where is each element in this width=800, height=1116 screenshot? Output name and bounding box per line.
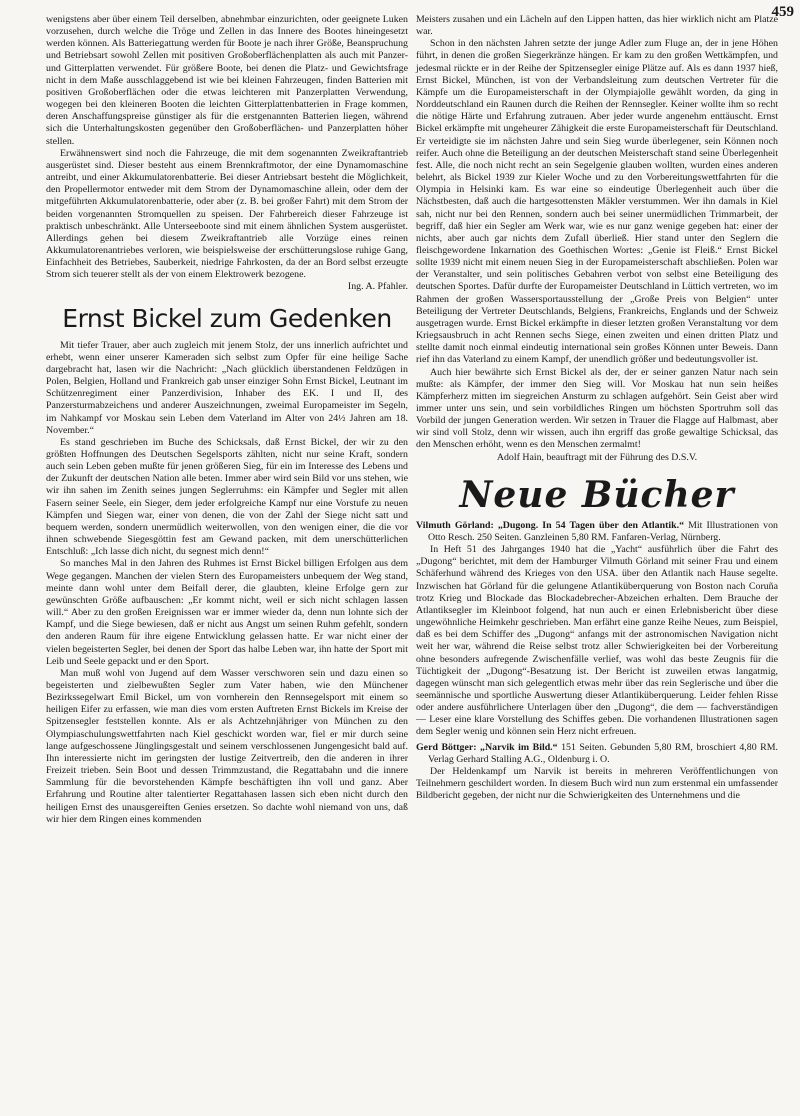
book-title: Gerd Böttger: „Narvik im Bild.“ — [416, 741, 558, 753]
book-title: Vilmuth Görland: „Dugong. In 54 Tagen über den Atlantik.“ — [416, 519, 685, 531]
book-review: In Heft 51 des Jahrganges 1940 hat die „Yacht“ ausführlich über die Fahrt des „Dugong“ berichtet, mit dem der Hamburger Vilmuth Görland mit seiner Frau und einem Schäferhund während des Krieges von den USA. über den Atlantik nach Hause segelte. Inzwischen hat Görland für die gelungene Atlantiküberquerung von Boston nach Coruña trotz Krieg und Blockade das Blockadebrecher-Abzeichen erhalten. Dem Brauche der Atlantiksegler im Kleinboot folgend, hat nun auch er einen Erlebnisbericht über diese ungewöhnliche Heimkehr geschrieben. Man erfährt eine ganze Reihe Neues, zum Beispiel, daß es bei dem Schiffer des „Dugong“ anfangs mit der astronomischen Navigation nicht weit her war, während die Reise selbst trotz aller Schwierigkeiten bei der Vorbereitung ohne besonders aufregende Zwischenfälle verlief, was wohl das beste Zeugnis für die Tüchtigkeit der „Dugong“-Besatzung ist. Der Bericht ist zuweilen etwas langatmig, dagegen wünscht man sich gelegentlich etwas mehr über das rein Seglerische und über die seemännische und sportliche Auswertung dieser Atlantiküberquerung. Leider fehlen Risse oder andere ausführlichere Unterlagen über den „Dugong“, die dem — fachverständigen — Leser eine klare Vorstellung des Schiffes geben. Die vorhandenen Illustrationen sagen dem Segler wenig und können sein Herz nicht erfreuen. — [416, 544, 778, 738]
paragraph: wenigstens aber über einem Teil derselben, abnehmbar einzurichten, oder geeignete Luken vorzusehen, durch welche die Tröge und Zellen in das Innere des Bootes hineingesetzt werden können. Als Batteriegattung werden für Boote je nach ihrer Größe, Beanspruchung und Betriebsart sowohl Zellen mit positiven Großoberflächenplatten als auch mit Panzer- und Gitterplatten verwendet. Für größere Boote, bei denen die Platz- und Gewichtsfrage nicht in dem Maße ausschlaggebend ist wie bei kleinen Fahrzeugen, finden Batterien mit positiven Großoberflächen oder die etwas leichteren mit Panzerplatten Verwendung, wogegen bei den kleineren Booten die leichten Gitterplattenbatterien in Frage kommen, deren Anschaffungspreise günstiger als für die erstgenannten Batterien liegen, während sich die Unterhaltungskosten gegenüber den Großoberflächen- und Panzerplatten höher stellen. — [46, 14, 408, 147]
paragraph: Man muß wohl von Jugend auf dem Wasser verschworen sein und dazu einen so begeisterten und zielbewußten Segler zum Vater haben, wie den Münchener Bezirkssegelwart Emil Bickel, um von vornherein den Rennsegelsport mit einem so heiligen Eifer zu erfassen, wie man dies vom ersten Auftreten Ernst Bickels im Kreise der Spitzensegler feststellen konnte. Als er als Achtzehnjähriger von München zu den Olympiaschulungswettfahrten nach Kiel geschickt worden war, fiel er mir durch seine lange aufgeschossene Jünglingsgestalt und seinem verschlossenen Jungengesicht bald auf. Ihn interessierte nicht im geringsten der lustige Zeitvertreib, den die anderen in ihrer Freizeit trieben. Sein Boot und dessen Trimmzustand, die Regattabahn und die innere Sammlung für die bevorstehenden Kämpfe beschäftigten ihn voll und ganz. Aber Erfahrung und Routine alter talentierter Regattahasen lassen sich eben nicht durch den heiligen Ernst des unausgereiften Genies ersetzen. So dachte wohl niemand von uns, daß wir hier dem Ringen eines kommenden — [46, 667, 408, 825]
section-title: Neue Bücher — [459, 473, 735, 516]
book-meta: 151 Seiten. Gebunden 5,80 RM, broschiert 4,80 RM. Verlag Gerhard Stalling A.G., Oldenburg i. O. — [428, 741, 778, 765]
left-column — [46, 14, 408, 826]
author-signature: Adolf Hain, beauftragt mit der Führung des D.S.V. — [496, 451, 698, 463]
book-meta: Mit Illustrationen von Otto Resch. 250 Seiten. Ganzleinen 5,80 RM. Fanfaren-Verlag, Nürnberg. — [428, 519, 778, 543]
author-signature: Ing. A. Pfahler. — [347, 281, 408, 293]
book-entry-header — [416, 520, 778, 544]
paragraph: Erwähnenswert sind noch die Fahrzeuge, die mit dem sogenannten Zweikraftantrieb ausgerüstet sind. Dieser besteht aus einem Brennkraftmotor, der eine Dynamomaschine antreibt, und einer Akkumulatorenbatterie. Bei dieser Antriebsart besteht die Möglichkeit, den Propellermotor entweder mit dem Strom der Dynamomaschine allein, oder dem der mitgeführten Akkumulatorenbatterie, oder aber (z. B. bei großer Fahrt) mit dem Strom der beiden vorgenannten Stromquellen zu speisen. Der Fahrbereich dieser Fahrzeuge ist praktisch unbeschränkt. Alle Unterseeboote sind mit einem ähnlichen System ausgerüstet. Allerdings gehen bei diesem Zweikraftantrieb alle Vorzüge eines reinen Akkumulatorenantriebes verloren, wie beispielsweise der erschütterungslose ruhige Gang, Einfachheit des Betriebes, Sauberkeit, niedrige Fahrkosten, da der an Bord selbst erzeugte Strom sich teuerer stellt als der von einem Elektrowerk bezogene. — [46, 147, 408, 281]
paragraph: Mit tiefer Trauer, aber auch zugleich mit jenem Stolz, der uns innerlich aufrichtet und erhebt, wenn einer unserer Kameraden sich selbst zum Opfer für eine heilige Sache dargebracht hat, lasen wir die Nachricht: „Nach glücklich überstandenen Feldzügen in Polen, Belgien, Holland und Frankreich gab unser einziger Sohn Ernst Bickel, Leutnant im Schützenregiment einer Panzerdivision, Inhaber des EK. I und II, des Panzersturmabzeichens und anderer Auszeichnungen, zweimal Europameister im Segeln, im Nahkampf vor Moskau sein Leben dem Vaterland im Alter von 24½ Jahren am 18. November.“ — [46, 339, 408, 436]
book-entry-header — [416, 742, 778, 766]
right-column — [416, 14, 778, 802]
book-review: Der Heldenkampf um Narvik ist bereits in mehreren Veröffentlichungen von Teilnehmern geschildert worden. In diesem Buch wird nun zum erstenmal ein umfassender Bildbericht gegeben, der nicht nur die Schwierigkeiten des Unternehmens und die — [416, 765, 778, 802]
paragraph: Meisters zusahen und ein Lächeln auf den Lippen hatten, das hier wirklich nicht am Platze war. — [416, 14, 778, 38]
paragraph: Auch hier bewährte sich Ernst Bickel als der, der er seiner ganzen Natur nach sein mußte: als Kämpfer, der immer den Sieg will. Vor Moskau hat nun sein heißes Kämpferherz mitten im siegreichen Ansturm zu schlagen aufgehört. Sein Geist aber wird immer unter uns sein, und sein vorbildliches Ringen um höchsten Sportruhm soll das Vorbild der jungen Generation werden. Wir setzen in Trauer die Flagge auf Halbmast, aber wir sind voll Stolz, denn wir wissen, auch ihn ergriff das große gewaltige Schicksal, das den Menschen erhöht, wenn es den Menschen zermalmt! — [416, 366, 778, 451]
paragraph: Schon in den nächsten Jahren setzte der junge Adler zum Fluge an, der in jene Höhen führt, in denen die großen Siegerkränze hängen. Er kam zu den großen Wettkämpfen, und jedesmal rückte er in der Reihe der Spitzensegler einige Plätze auf. Als es dann 1937 hieß, Ernst Bickel, München, ist von der Verbandsleitung zum deutschen Vertreter für die Kämpfe um die Europameisterschaft in der Olympiajolle gewählt worden, da ging in Norddeutschland ein Raunen durch die Reihen der Rennsegler. Keiner wollte ihm so recht die nötige Härte und Erfahrung zutrauen. Aber jeder wurde angenehm enttäuscht. Ernst Bickel erkämpfte mit ungeheurer Zähigkeit die erste Europameisterschaft für Deutschland. Er verteidigte sie im nächsten Jahre und sein Sieg wurde überlegener, sein Können noch reifer. Auch ohne die Beteiligung an der deutschen Meisterschaft stand seine Überlegenheit fest. Alle, die noch nicht recht an sein Segelgenie glauben wollten, wurden eines anderen belehrt, als Bickel 1939 zur Kieler Woche und zu den Vorbereitungswettfahrten für die Olympia in Helsinki kam. Es war eine so eindeutige Überlegenheit auch über die Nächstbesten, daß auch die hartgesottensten Mäkler verstummen. Wer ihn damals in Kiel sah, nicht nur bei den Rennen, sondern auch bei seiner unermüdlichen Trimmarbeit, der begriff, daß hier ein Segler am Werk war, wie es nur ganz wenige gegeben hat: einer der nichts, aber auch gar nichts dem Zufall überließ. Hier stand unter den Seglern die fleischgewordene Inkarnation des Goethischen Wortes: „Genie ist Fleiß.“ Ernst Bickel sollte 1939 nicht mit einem neuen Sieg in der Europameisterschaft abschließen. Polen war der Veranstalter, und sein politisches Gebahren verbot von selbst eine Beteiligung des deutschen Sportes. Dafür durfte der Europameister Deutschland in Lüttich vertreten, wo im Rahmen der großen Wassersportausstellung der „Große Preis von Belgien“ unter Beteiligung der Vertreter Deutschlands, Belgiens, Frankreichs, Englands und der Schweiz ausgetragen wurde. Ernst Bickel erkämpfte in dieser letzten großen Veranstaltung vor dem Kriegsausbruch in acht Rennen sechs Siege, einen zweiten und einen dritten Platz und stellte damit noch einmal eindeutig international sein großes Können unter Beweis. Dann rief ihn das Vaterland zu einem Kampf, der unendlich größer und bedeutungsvoller ist. — [416, 38, 778, 366]
page-number: 459 — [771, 4, 794, 20]
paragraph: Es stand geschrieben im Buche des Schicksals, daß Ernst Bickel, der wir zu den größten Hoffnungen des Deutschen Segelsports zählten, nicht nur seine Kraft, sondern auch sein Leben geben mußte für jenen größeren Sieg, für ein im Interesse des Lebens und der Zukunft der deutschen Nation alle beten. Immer aber wird sein Bild vor uns stehen, wie wir ihn sahen im Zenith seines jungen Seglerruhms: ein Kämpfer und Segler mit allen Fasern seiner Seele, ein Sieger, dem jeder erfolgreiche Kampf nur eine Vorstufe zu neuen Kämpfen und Siegen war, einer von denen, die von der Zahl der Siege nicht satt und bequem werden, sondern unermüdlich weiterwollen, von den wenigen einer, die die vor ihnen schwebende Siegesgöttin fest am Gewand packen, mit dem unerschütterlichen Entschluß: „Ich lasse dich nicht, du segnest mich denn!“ — [46, 436, 408, 558]
article-title: Ernst Bickel zum Gedenken — [62, 303, 392, 333]
paragraph: So manches Mal in den Jahren des Ruhmes ist Ernst Bickel billigen Erfolgen aus dem Wege gegangen. Manchen der vielen Stern des Europameisters unbequem der Weg stand, meinte dann wohl unter dem Beifall derer, die glaubten, kleine Erfolge gern zur gewünschten Größe aufbauschen: „Er kommt nicht, weil er sich nicht schlagen lassen will.“ Aber zu den großen Ereignissen war er immer wieder da, denn nun lohnte sich der Kampf, und die Siege bewiesen, daß er nicht aus Angst um seinen Ruhm gefehlt, sondern den anderen Raum für ihre eigene Entwicklung gelassen hatte. Er war nicht einer der vielen begeisterten Segler, bei denen der Sport das halbe Leben war, ihn hatte der Sport mit Leib und Seele gepackt und er den Sport. — [46, 558, 408, 667]
